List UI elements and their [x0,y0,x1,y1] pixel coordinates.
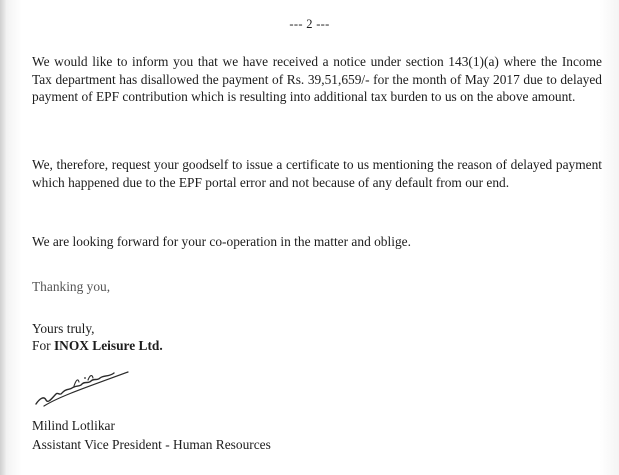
signatory-title: Assistant Vice President - Human Resources [32,437,271,452]
paragraph-cooperation: We are looking forward for your co-operation in the matter and oblige. [32,234,411,249]
page-number: --- 2 --- [289,17,330,31]
paragraph-request: We, therefore, request your goodself to issue a certificate to us mentioning the reason of delayed payment which happened due to the EPF portal error and not because of any default from our end. [32,157,602,190]
paragraph-notice: We would like to inform you that we have received a notice under section 143(1)(a) where the Income Tax department has disallowed the payment of Rs. 39,51,659/- for the month of May 2017 due to delayed payment of EPF contribution which is resulting into additional tax burden to us on the above amount. [32,54,602,105]
signature [30,360,140,412]
closing-thanking: Thanking you, [32,279,111,294]
closing-yours-truly: Yours truly, [32,321,95,336]
company-name: INOX Leisure Ltd. [53,338,163,353]
company-line [32,337,163,354]
signatory-name: Milind Lotlikar [32,418,115,433]
for-prefix: For [32,338,51,353]
scan-edge-shadow [0,0,6,475]
